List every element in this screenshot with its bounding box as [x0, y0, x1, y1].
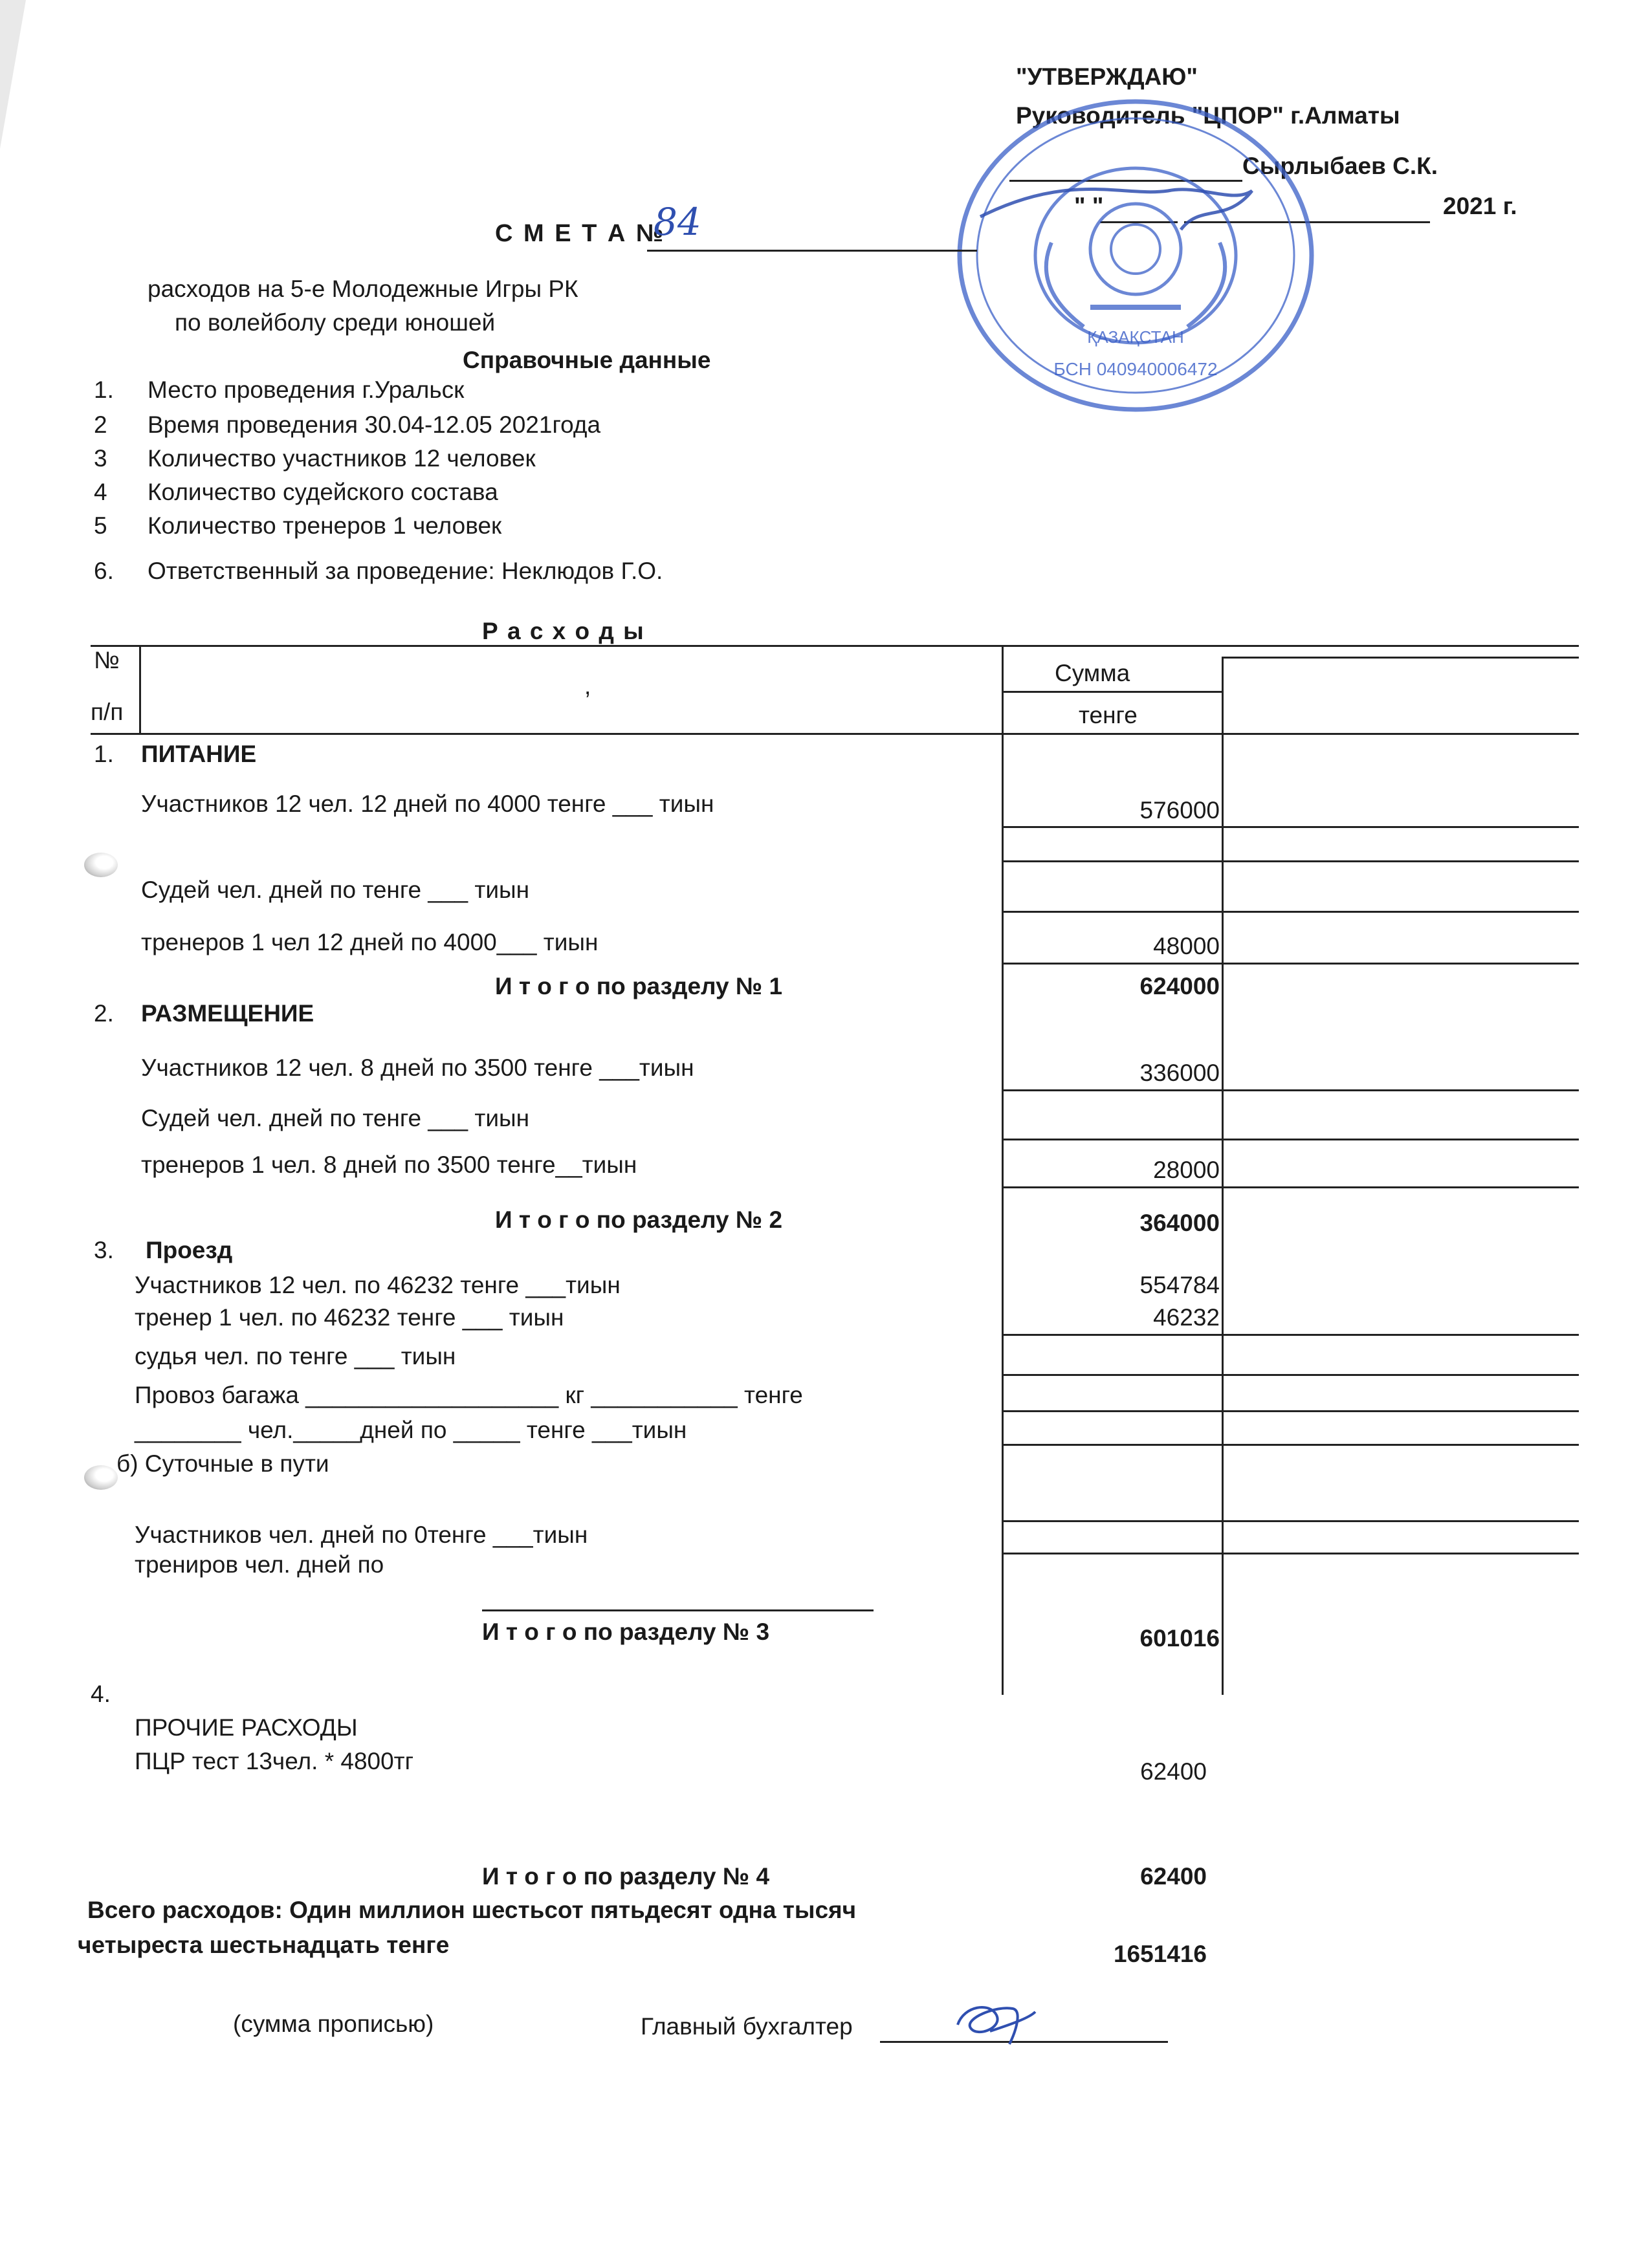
per-diem-coaches: трениров чел. дней по: [135, 1551, 384, 1578]
punch-hole: [84, 1465, 118, 1490]
seal-country-text: ҚАЗАҚСТАН: [1087, 327, 1184, 347]
row-line: [1002, 1553, 1579, 1554]
ref-responsible: Ответственный за проведение: Неклюдов Г.О.: [148, 558, 663, 584]
signature-icon: [951, 1992, 1042, 2051]
accommodation-participants: Участников 12 чел. 8 дней по 3500 тенге ___тиын: [141, 1054, 694, 1081]
row-line: [1002, 1334, 1579, 1336]
col-number-header: №: [94, 647, 120, 673]
accommodation-participants-sum: 336000: [1139, 1060, 1220, 1086]
travel-people-days: ________ чел._____дней по _____ тенге ___тиын: [135, 1417, 687, 1443]
grand-total-label-line-2: четыреста шестьнадцать тенге: [78, 1932, 450, 1958]
section-3-total: 601016: [1139, 1625, 1220, 1652]
section-number: 1.: [94, 741, 114, 767]
section-3-total-line: [482, 1609, 874, 1611]
row-line: [1002, 1410, 1579, 1412]
col-mark: ,: [584, 673, 591, 699]
approval-head: Руководитель "ЦПОР" г.Алматы: [1016, 102, 1400, 129]
purpose-line-2: по волейболу среди юношей: [175, 309, 496, 336]
table-header-bottom-line: [91, 733, 1579, 735]
seal-bin-text: БСН 040940006472: [1053, 359, 1218, 379]
accommodation-coaches-sum: 28000: [1153, 1157, 1220, 1183]
food-judges: Судей чел. дней по тенге ___ тиын: [141, 877, 530, 903]
section-4-total-label: И т о г о по разделу № 4: [482, 1863, 770, 1890]
title-number-line: [647, 250, 977, 252]
ref-number: 2: [94, 411, 107, 438]
row-line: [1002, 1139, 1579, 1140]
travel-participants-sum: 554784: [1139, 1272, 1220, 1298]
grand-total-label-line-1: Всего расходов: Один миллион шестьсот пятьдесят одна тысяч: [87, 1897, 857, 1923]
food-participants-sum: 576000: [1139, 797, 1220, 823]
row-line: [1002, 826, 1579, 828]
ref-number: 6.: [94, 558, 114, 584]
accommodation-judges: Судей чел. дней по тенге ___ тиын: [141, 1105, 530, 1131]
travel-per-diem: б) Суточные в пути: [116, 1450, 329, 1477]
official-seal-icon: [954, 94, 1317, 417]
food-participants: Участников 12 чел. 12 дней по 4000 тенге ___ тиын: [141, 791, 714, 817]
ref-participants: Количество участников 12 человек: [148, 445, 536, 472]
section-number: 4.: [91, 1681, 111, 1707]
section-number: 2.: [94, 1000, 114, 1027]
accommodation-coaches: тренеров 1 чел. 8 дней по 3500 тенге__тиын: [141, 1151, 637, 1178]
expenses-heading: Р а с х о д ы: [482, 618, 645, 644]
approval-year: 2021 г.: [1443, 193, 1517, 219]
purpose-line-1: расходов на 5-е Молодежные Игры РК: [148, 276, 578, 302]
col-pp-header: п/п: [91, 699, 124, 725]
ref-venue: Место проведения г.Уральск: [148, 376, 465, 403]
per-diem-participants: Участников чел. дней по 0тенге ___тиын: [135, 1521, 588, 1548]
sum-column-right-border: [1222, 657, 1224, 1695]
travel-judge: судья чел. по тенге ___ тиын: [135, 1343, 456, 1369]
document-title: С М Е Т А №: [495, 220, 666, 247]
ref-number: 4: [94, 479, 107, 505]
section-1-total-label: И т о г о по разделу № 1: [495, 973, 783, 999]
ref-number: 1.: [94, 376, 114, 403]
ref-dates: Время проведения 30.04-12.05 2021года: [148, 411, 601, 438]
section-3-total-label: И т о г о по разделу № 3: [482, 1619, 770, 1645]
row-line: [1002, 860, 1579, 862]
travel-coach: тренер 1 чел. по 46232 тенге ___ тиын: [135, 1304, 564, 1331]
ref-number: 3: [94, 445, 107, 472]
row-line: [1002, 963, 1579, 965]
document-number: 84: [654, 200, 701, 244]
row-line: [1002, 911, 1579, 913]
table-header-divider: [139, 647, 141, 734]
reference-heading: Справочные данные: [463, 347, 711, 373]
table-header-right-line: [1222, 657, 1579, 659]
col-sum-header: Сумма: [1055, 660, 1130, 686]
sum-column-left-border: [1002, 647, 1004, 1695]
travel-coach-sum: 46232: [1153, 1304, 1220, 1331]
punch-hole: [84, 853, 118, 877]
row-line: [1002, 1186, 1579, 1188]
section-title-travel: Проезд: [146, 1237, 233, 1263]
section-title-food: ПИТАНИЕ: [141, 741, 257, 767]
other-pcr-test: ПЦР тест 13чел. * 4800тг: [135, 1748, 414, 1774]
section-2-total-label: И т о г о по разделу № 2: [495, 1206, 783, 1233]
section-title-accommodation: РАЗМЕЩЕНИЕ: [141, 1000, 314, 1027]
sum-in-words-caption: (сумма прописью): [233, 2011, 434, 2037]
section-2-total: 364000: [1139, 1210, 1220, 1236]
chief-accountant-label: Главный бухгалтер: [641, 2013, 853, 2040]
row-line: [1002, 1444, 1579, 1446]
section-number: 3.: [94, 1237, 114, 1263]
sum-header-divider: [1002, 691, 1222, 693]
travel-baggage: Провоз багажа ___________________ кг ___________ тенге: [135, 1382, 803, 1408]
food-coaches: тренеров 1 чел 12 дней по 4000___ тиын: [141, 929, 599, 955]
ref-number: 5: [94, 512, 107, 539]
other-pcr-test-sum: 62400: [1140, 1758, 1207, 1785]
section-1-total: 624000: [1139, 973, 1220, 999]
ref-judges: Количество судейского состава: [148, 479, 498, 505]
approval-name: Сырлыбаев С.К.: [1242, 153, 1438, 179]
row-line: [1002, 1520, 1579, 1522]
section-title-other: ПРОЧИЕ РАСХОДЫ: [135, 1714, 358, 1741]
approval-date-quote: " ": [1074, 193, 1104, 219]
folded-page-corner: [0, 0, 26, 149]
row-line: [1002, 1089, 1579, 1091]
row-line: [1002, 1374, 1579, 1376]
ref-coaches: Количество тренеров 1 человек: [148, 512, 502, 539]
travel-participants: Участников 12 чел. по 46232 тенге ___тиын: [135, 1272, 621, 1298]
food-coaches-sum: 48000: [1153, 933, 1220, 959]
grand-total: 1651416: [1113, 1941, 1207, 1967]
col-currency-header: тенге: [1079, 702, 1138, 728]
approval-label: "УТВЕРЖДАЮ": [1016, 63, 1198, 90]
section-4-total: 62400: [1140, 1863, 1207, 1890]
table-top-line: [91, 645, 1579, 647]
